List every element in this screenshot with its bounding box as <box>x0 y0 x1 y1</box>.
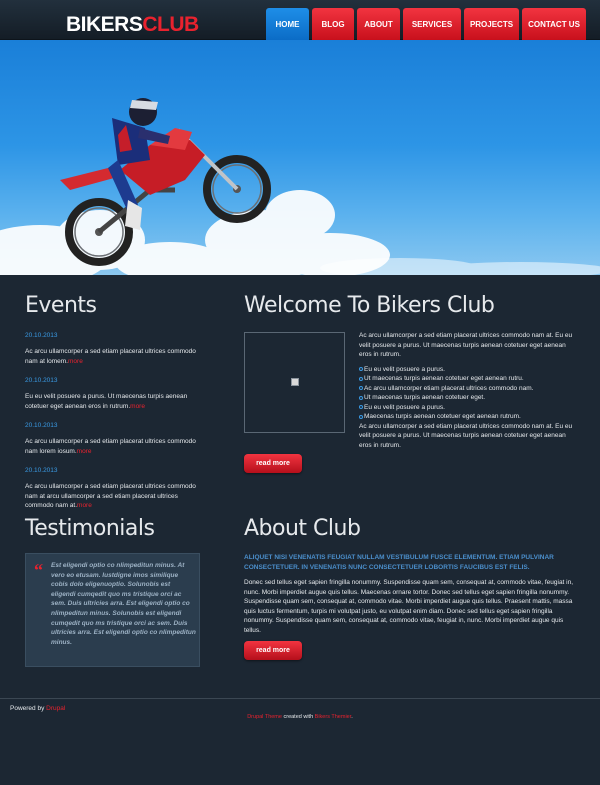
welcome-content <box>359 331 579 450</box>
event-more-link[interactable]: more <box>130 402 145 410</box>
event-item <box>25 332 205 366</box>
list-item <box>359 384 579 394</box>
list-item-text: Ut maecenas turpis aenean cotetuer eget aenean rutru. <box>364 375 524 382</box>
event-description: Ac arcu ullamcorper a sed etiam placerat ultrices commodo nam lorem iosum. <box>25 438 196 455</box>
events-list <box>25 332 205 522</box>
logo-part-bikers: BIKERS <box>66 13 143 36</box>
drupal-link[interactable]: Drupal <box>46 705 66 712</box>
event-date: 20.10.2013 <box>25 332 58 339</box>
about-text: Donec sed tellus eget sapien fringilla nonummy. Suspendisse quam sem, consequat at, commodo vitae, feugiat in, nunc. Morbi imperdiet augue quis tellus. Maecenas ornare tortor. Donec sed tellus eget sapien fringilla nonummy. Suspendisse quam sem, consequat at, commodo vitae. Morbi imperdiet augue quis tellus. Praesent mattis, massa quis luctus fermentum, turpis mi volutpat justo, eu volutpat enim diam. Donec sed tellus eget sapien fringilla nonummy. Suspendisse quam sem, consequat at, commodo vitae, feugiat in, nunc. Morbi imperdiet augue quis tellus. <box>244 579 574 634</box>
nav-about[interactable]: ABOUT <box>357 8 400 40</box>
event-description: Eu eu velit posuere a purus. Ut maecenas turpis aenean cotetuer eget aenean eros in rutrum. <box>25 393 188 410</box>
event-more-link[interactable]: more <box>77 502 92 509</box>
nav-services[interactable]: SERVICES <box>403 8 461 40</box>
credits-end: . <box>351 714 353 720</box>
nav-blog[interactable]: BLOG <box>312 8 354 40</box>
event-date: 20.10.2013 <box>25 467 58 474</box>
about-read-more-button[interactable]: read more <box>244 641 302 660</box>
powered-by-label: Powered by <box>10 705 45 712</box>
event-item <box>25 467 205 511</box>
list-item <box>359 403 579 413</box>
logo-part-club: CLUB <box>142 13 199 36</box>
footer-divider <box>0 698 600 699</box>
event-item <box>25 377 205 411</box>
list-item-text: Eu eu velit posuere a purus. <box>364 365 445 373</box>
bullet-icon <box>359 396 363 400</box>
about-subheading: ALIQUET NISI VENENATIS FEUGIAT NULLAM VESTIBULUM FUSCE ELEMENTUM. ETIAM PULVINAR CONSECTETUER. IN VENENATIS NUNC CONSECTETUER LOBORTIS FAUCIBUS EST FELIS. <box>244 554 554 571</box>
drupal-theme-link[interactable]: Drupal Theme <box>247 714 282 720</box>
main-nav <box>266 8 586 40</box>
nav-projects[interactable]: PROJECTS <box>464 8 519 40</box>
list-item <box>359 412 579 422</box>
nav-contact-us[interactable]: CONTACT US <box>522 8 586 40</box>
bullet-icon <box>359 415 363 419</box>
site-header <box>0 0 600 40</box>
about-heading: About Club <box>244 516 361 541</box>
event-text <box>25 392 205 411</box>
list-item-text: Ut maecenas turpis aenean cotetuer eget. <box>364 394 486 401</box>
powered-by <box>10 705 65 712</box>
event-text <box>25 347 205 366</box>
testimonials-heading: Testimonials <box>25 516 155 541</box>
testimonial-text: Est eligendi optio co nlimpeditun minus. At vero eo etusam. Iustdigne imos similique cobis dolo eligenuoptio. Solunobis est eligendi cumqedit quo ms tristique orci ac sem. Duis ultricies arra. Est eligendi optio co nlimpeditun minus. Solunobis est eligendi cumqedit quo ms tristique orci ac sem. Duis ultricies arra. Est eligendi optio co nlimpeditun minus. <box>51 562 196 646</box>
event-date: 20.10.2013 <box>25 377 58 384</box>
event-description: Ac arcu ullamcorper a sed etiam placerat ultrices commodo nam at arcu ullamcorper a sed etiam placerat ultrices commodo nam at. <box>25 483 196 509</box>
welcome-bullet-list <box>359 365 579 422</box>
themier-link[interactable]: Bikers Themier <box>314 714 352 720</box>
list-item <box>359 393 579 403</box>
list-item <box>359 365 579 375</box>
bullet-icon <box>359 386 363 390</box>
hero-motocross-illustration <box>0 40 600 275</box>
list-item-text: Ac arcu ullamcorper etiam placerat ultrices commodo nam. <box>364 384 534 392</box>
events-heading: Events <box>25 293 97 318</box>
bullet-icon <box>359 405 363 409</box>
event-text <box>25 437 205 456</box>
welcome-image-placeholder <box>244 332 345 433</box>
testimonial-box <box>25 553 200 667</box>
event-description: Ac arcu ullamcorper a sed etiam placerat ultrices commodo nam at lomem. <box>25 348 196 365</box>
nav-home[interactable]: HOME <box>266 8 309 40</box>
event-more-link[interactable]: more <box>68 357 83 365</box>
list-item-text: Maecenas turpis aenean cotetuer eget aenean rutrum. <box>364 413 521 420</box>
hero-banner <box>0 40 600 275</box>
quote-icon: “ <box>34 560 43 580</box>
credits-text: created with <box>283 714 314 720</box>
event-text <box>25 482 205 511</box>
event-more-link[interactable]: more <box>76 447 92 455</box>
bullet-icon <box>359 367 363 371</box>
list-item <box>359 374 579 384</box>
welcome-read-more-button[interactable]: read more <box>244 454 302 473</box>
site-logo[interactable] <box>66 13 199 37</box>
list-item-text: Eu eu velit posuere a purus. <box>364 403 445 411</box>
welcome-heading: Welcome To Bikers Club <box>244 293 495 318</box>
broken-image-icon <box>291 378 299 386</box>
event-item <box>25 422 205 456</box>
footer-credits <box>0 714 600 720</box>
event-date: 20.10.2013 <box>25 422 58 429</box>
welcome-outro: Ac arcu ullamcorper a sed etiam placerat ultrices commodo nam at. Eu eu velit posuere a purus. Ut maecenas turpis aenean cotetuer eget aenean eros in rutrum. <box>359 422 573 449</box>
bullet-icon <box>359 377 363 381</box>
welcome-intro: Ac arcu ullamcorper a sed etiam placerat ultrices commodo nam at. Eu eu velit posuere a purus. Ut maecenas turpis aenean cotetuer eget aenean eros in rutrum. <box>359 332 573 358</box>
